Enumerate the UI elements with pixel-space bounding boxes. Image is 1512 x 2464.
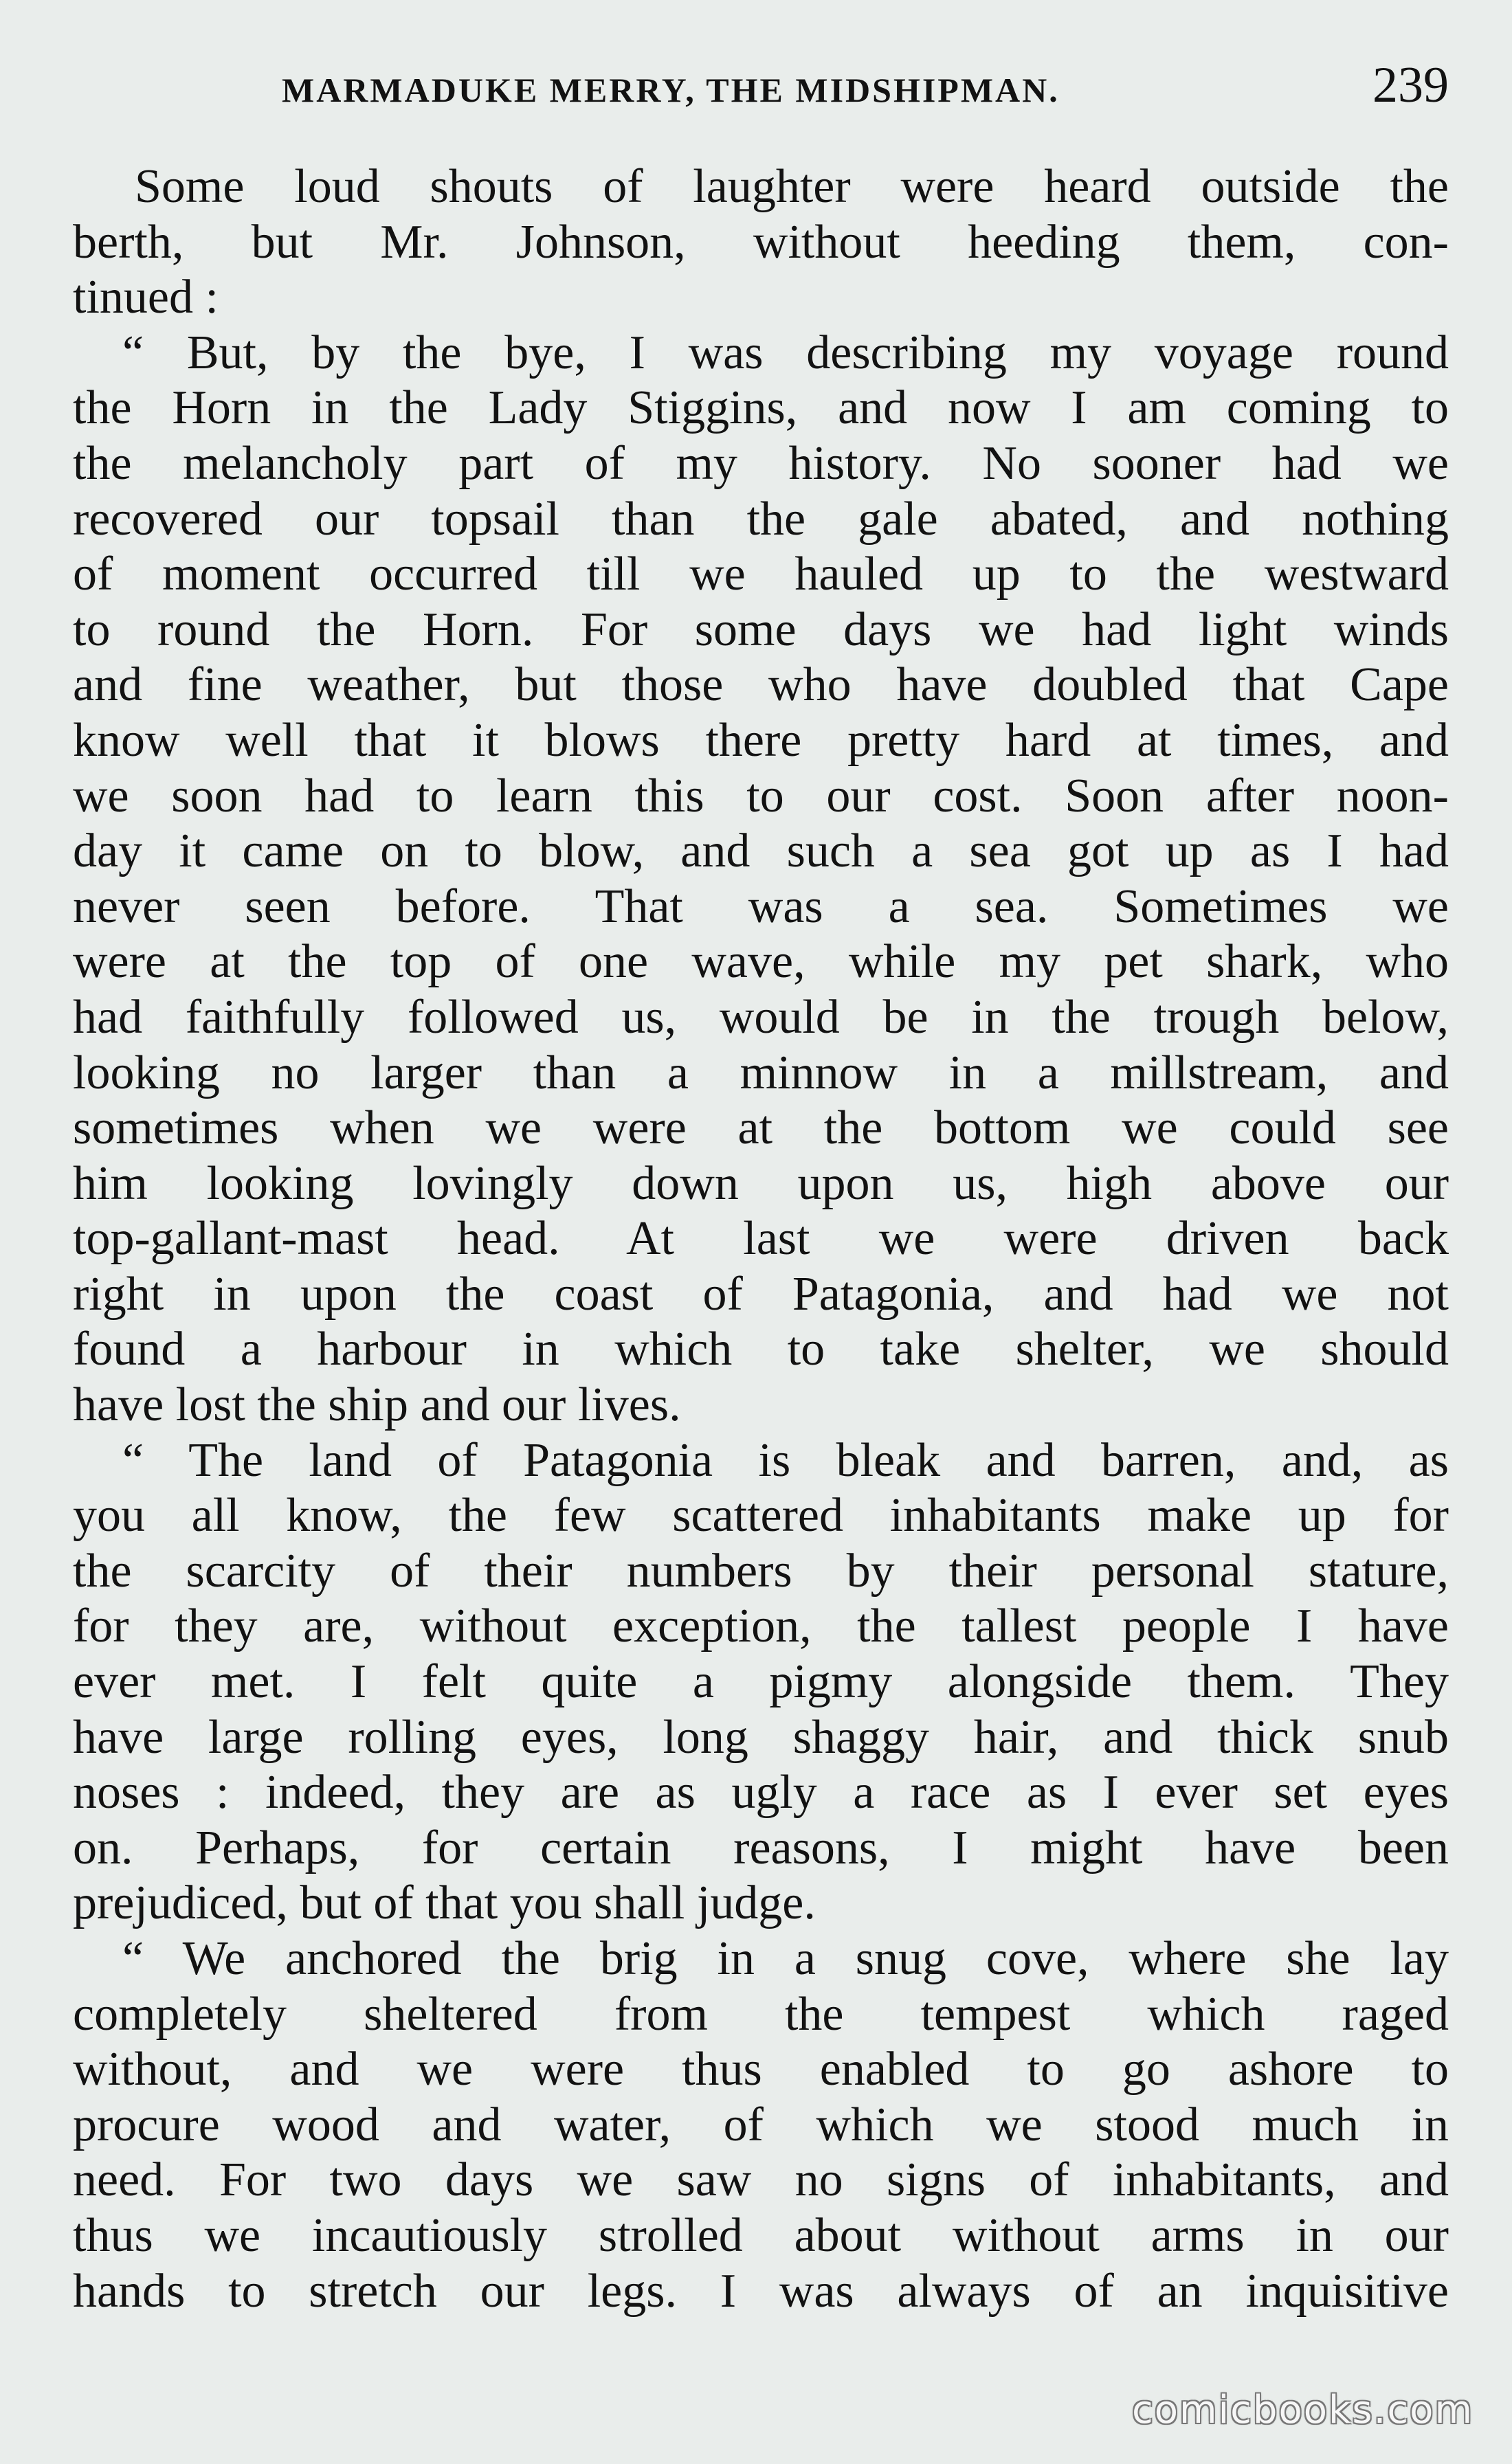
- text-line: the scarcity of their numbers by their personal stature,: [73, 1544, 1449, 1598]
- text-line: right in upon the coast of Patagonia, and had we not: [73, 1267, 1449, 1321]
- text-line: day it came on to blow, and such a sea got up as I had: [73, 825, 1449, 878]
- text-line: procure wood and water, of which we stood much in: [73, 2098, 1449, 2151]
- text-line: Some loud shouts of laughter were heard outside the: [135, 160, 1449, 213]
- text-line: “ But, by the bye, I was describing my voyage round: [122, 326, 1449, 379]
- text-line: and fine weather, but those who have doubled that Cape: [73, 658, 1449, 712]
- text-line: noses : indeed, they are as ugly a race as I ever set eyes: [73, 1766, 1449, 1819]
- text-line: recovered our topsail than the gale abated, and nothing: [73, 492, 1449, 546]
- text-line: hands to stretch our legs. I was always of an inquisitive: [73, 2264, 1449, 2318]
- text-line: the melancholy part of my history. No sooner had we: [73, 436, 1449, 490]
- text-line: never seen before. That was a sea. Sometimes we: [73, 880, 1449, 933]
- text-line: tinued :: [73, 271, 219, 324]
- text-line: without, and we were thus enabled to go ashore to: [73, 2043, 1449, 2096]
- text-line: on. Perhaps, for certain reasons, I might have been: [73, 1821, 1449, 1874]
- text-line: him looking lovingly down upon us, high above our: [73, 1156, 1449, 1210]
- text-line: we soon had to learn this to our cost. Soon after noon-: [73, 769, 1449, 822]
- text-line: prejudiced, but of that you shall judge.: [73, 1877, 816, 1930]
- text-line: have large rolling eyes, long shaggy hair, and thick snub: [73, 1710, 1449, 1764]
- text-line: “ The land of Patagonia is bleak and barren, and, as: [122, 1433, 1449, 1487]
- text-line: for they are, without exception, the tallest people I have: [73, 1600, 1449, 1653]
- text-line: have lost the ship and our lives.: [73, 1378, 681, 1432]
- book-title: MARMADUKE MERRY, THE MIDSHIPMAN.: [282, 71, 1060, 109]
- text-line: sometimes when we were at the bottom we could see: [73, 1101, 1449, 1155]
- text-line: found a harbour in which to take shelter, we should: [73, 1323, 1449, 1376]
- text-line: completely sheltered from the tempest which raged: [73, 1987, 1449, 2041]
- text-line: the Horn in the Lady Stiggins, and now I am coming to: [73, 381, 1449, 435]
- text-line: thus we incautiously strolled about without arms in our: [73, 2208, 1449, 2262]
- text-line: to round the Horn. For some days we had light winds: [73, 603, 1449, 656]
- text-line: need. For two days we saw no signs of inhabitants, and: [73, 2153, 1449, 2207]
- page-number: 239: [1372, 57, 1449, 113]
- running-head: [227, 56, 1449, 118]
- text-line: looking no larger than a minnow in a millstream, and: [73, 1046, 1449, 1099]
- text-line: of moment occurred till we hauled up to the westward: [73, 548, 1449, 601]
- text-line: you all know, the few scattered inhabitants make up for: [73, 1489, 1449, 1543]
- text-line: ever met. I felt quite a pigmy alongside them. They: [73, 1655, 1449, 1709]
- text-line: berth, but Mr. Johnson, without heeding them, con-: [73, 215, 1449, 269]
- text-line: know well that it blows there pretty hard at times, and: [73, 713, 1449, 767]
- body-text: [73, 159, 1449, 2319]
- text-line: were at the top of one wave, while my pet shark, who: [73, 935, 1449, 989]
- text-line: top-gallant-mast head. At last we were driven back: [73, 1212, 1449, 1266]
- site-watermark: comicbooks.com: [1131, 2388, 1474, 2432]
- text-line: “ We anchored the brig in a snug cove, where she lay: [122, 1932, 1449, 1985]
- text-line: had faithfully followed us, would be in the trough below,: [73, 990, 1449, 1044]
